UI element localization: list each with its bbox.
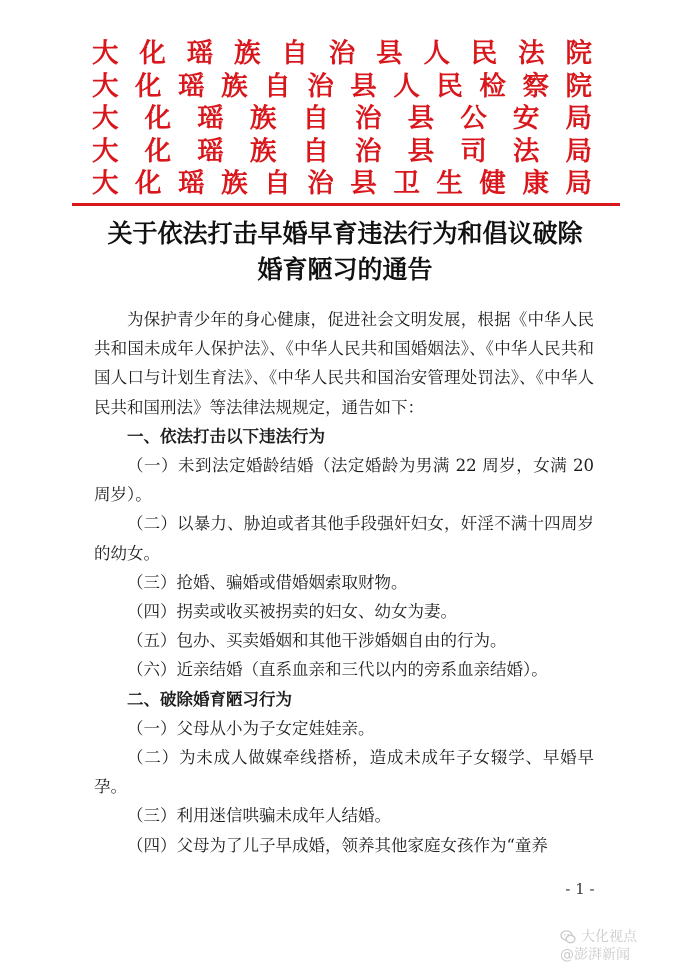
issuer-justice-bureau: 大化瑶族自治县司法局 (92, 135, 592, 167)
document-title (60, 216, 630, 288)
watermark-source-row (560, 946, 690, 964)
watermark-source: @澎湃新闻 (560, 947, 630, 963)
page-number: - 1 - (565, 880, 595, 898)
issuer-procuratorate: 大化瑶族自治县人民检察院 (92, 70, 592, 102)
intro-paragraph: 为保护青少年的身心健康，促进社会文明发展，根据《中华人民共和国未成年人保护法》、《中华人民共和国婚姻法》、《中华人民共和国人口与计划生育法》、《中华人民共和国治安管理处罚法》、《中华人民共和国刑法》等法律法规规定，通告如下： (94, 310, 594, 417)
watermark (560, 928, 690, 964)
section-2-item: （二）为未成人做媒牵线搭桥，造成未成年子女辍学、早婚早孕。 (94, 748, 594, 797)
section-1-item: （四）拐卖或收买被拐卖的妇女、幼女为妻。 (127, 602, 457, 622)
section-2-heading: 二、破除婚育陋习行为 (127, 689, 292, 709)
section-1-heading: 一、依法打击以下违法行为 (127, 426, 325, 446)
section-1-item: （二）以暴力、胁迫或者其他手段强奸妇女，奸淫不满十四周岁的幼女。 (94, 514, 594, 563)
section-1-item: （六）近亲结婚（直系血亲和三代以内的旁系血亲结婚）。 (127, 660, 548, 680)
section-2-item: （四）父母为了儿子早成婚，领养其他家庭女孩作为“童养 (127, 835, 548, 855)
title-line-1: 关于依法打击早婚早育违法行为和倡议破除 (107, 219, 583, 248)
section-1-item: （五）包办、买卖婚姻和其他干涉婚姻自由的行为。 (127, 631, 507, 651)
section-2-item: （三）利用迷信哄骗未成年人结婚。 (127, 806, 391, 826)
watermark-channel-row (560, 928, 690, 946)
red-divider-line (72, 203, 620, 206)
issuer-health-bureau: 大化瑶族自治县卫生健康局 (92, 168, 592, 199)
section-1-item: （一）未到法定婚龄结婚（法定婚龄为男满 22 周岁，女满 20 周岁）。 (94, 456, 594, 505)
issuer-court: 大化瑶族自治县人民法院 (92, 38, 592, 69)
document-body (94, 305, 594, 860)
title-line-2: 婚育陋习的通告 (257, 255, 433, 284)
issuing-authorities (92, 38, 592, 201)
issuer-public-security: 大化瑶族自治县公安局 (92, 103, 592, 134)
section-2-item: （一）父母从小为子女定娃娃亲。 (127, 718, 375, 738)
section-1-item: （三）抢婚、骗婚或借婚姻索取财物。 (127, 572, 408, 592)
wechat-icon (560, 929, 576, 945)
watermark-channel: 大化视点 (581, 929, 637, 945)
